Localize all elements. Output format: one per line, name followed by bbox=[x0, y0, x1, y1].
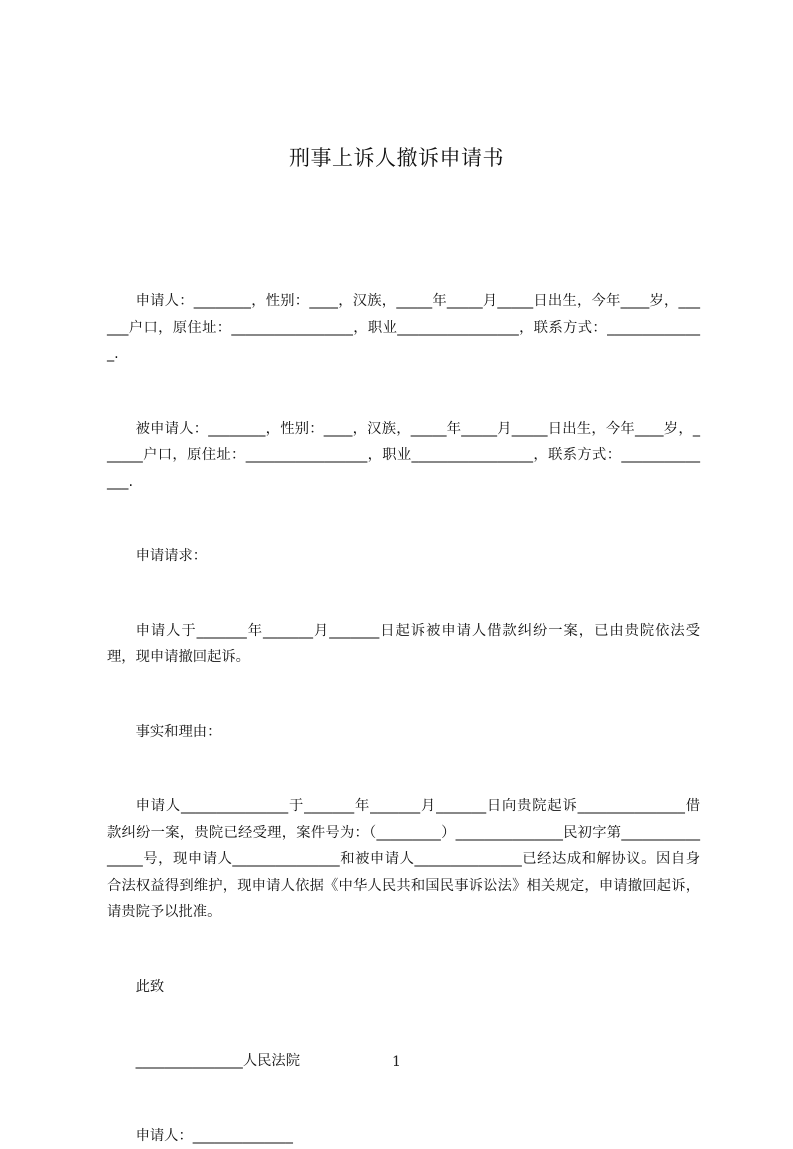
salutation-line: 此致 bbox=[107, 974, 700, 1001]
facts-heading: 事实和理由： bbox=[107, 719, 700, 746]
respondent-paragraph: 被申请人：________，性别：____，汉族，_____年_____月_____日出生，今年____岁，______户口，原住址：_________________，职业_________________，联系方式：______________. bbox=[107, 416, 700, 496]
request-heading: 申请请求： bbox=[107, 543, 700, 570]
paragraph-spacer bbox=[107, 1075, 700, 1123]
document-body bbox=[107, 288, 700, 1149]
paragraph-spacer bbox=[107, 1000, 700, 1048]
paragraph-spacer bbox=[107, 926, 700, 974]
paragraph-spacer bbox=[107, 745, 700, 793]
request-paragraph: 申请人于_______年_______月_______日起诉被申请人借款纠纷一案，已由贵院依法受理，现申请撤回起诉。 bbox=[107, 618, 700, 671]
paragraph-spacer bbox=[107, 671, 700, 719]
document-title: 刑事上诉人撤诉申请书 bbox=[0, 142, 793, 172]
paragraph-spacer bbox=[107, 368, 700, 416]
paragraph-spacer bbox=[107, 570, 700, 618]
court-line: _______________人民法院 bbox=[107, 1048, 700, 1075]
facts-paragraph: 申请人_______________于_______年_______月_______日向贵院起诉_______________借款纠纷一案，贵院已经受理，案件号为：（_________）_______________民初字第________________号，现申请人_______________和被申请人_______________已经达成和解协议。因自身合法权益得到维护，现申请人依据《中华人民共和国民事诉讼法》相关规定，申请撤回起诉，请贵院予以批准。 bbox=[107, 793, 700, 926]
signature-line: 申请人：______________ bbox=[107, 1123, 700, 1149]
applicant-paragraph: 申请人：________，性别：____，汉族，_____年_____月_____日出生，今年____岁，______户口，原住址：_________________，职业_________________，联系方式：______________. bbox=[107, 288, 700, 368]
page-number: 1 bbox=[0, 1054, 793, 1070]
paragraph-spacer bbox=[107, 495, 700, 543]
